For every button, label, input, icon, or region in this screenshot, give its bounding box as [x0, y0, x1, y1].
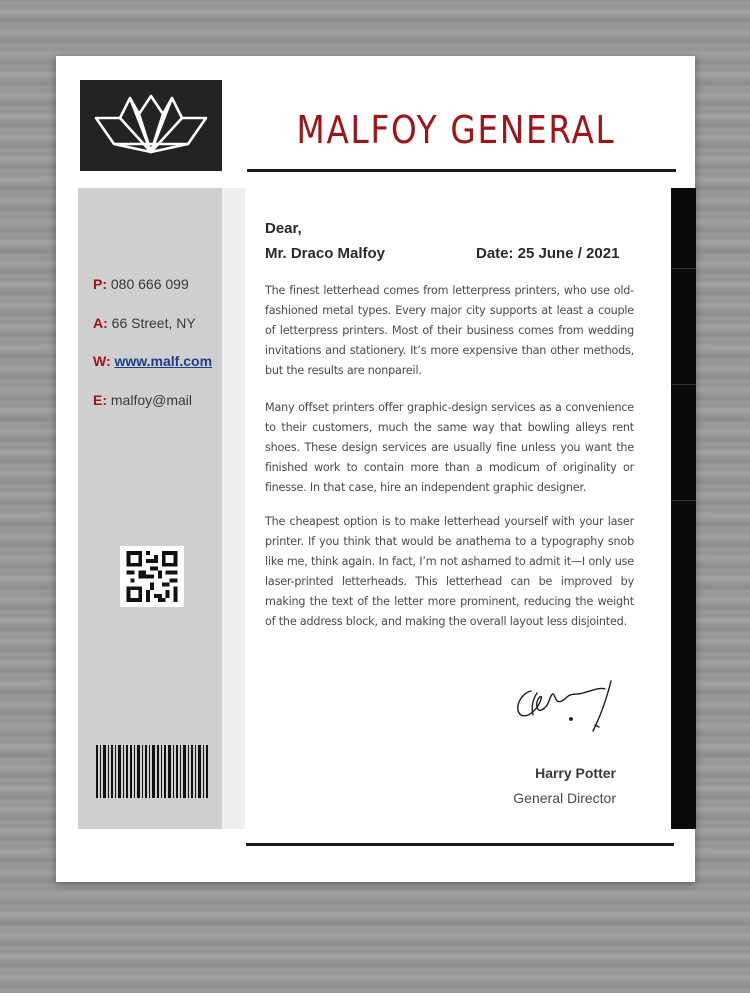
web-label: W:	[93, 353, 111, 369]
right-accent-bar	[671, 188, 696, 829]
letterhead-page	[56, 56, 695, 882]
contact-phone	[93, 276, 189, 292]
letter-date: Date: 25 June / 2021	[476, 245, 620, 262]
bottom-divider	[246, 843, 674, 846]
body-paragraph: The finest letterhead comes from letterpress printers, who use old-fashioned metal types. Every major city supports at least a couple of letterpress printers. Most of their business comes from wedding invitations and stationery. It’s more expensive than other methods, but the results are nonpareil.	[265, 284, 634, 377]
lotus-crown-icon	[92, 88, 210, 162]
web-link[interactable]: www.malf.com	[114, 353, 213, 369]
sidebar-strip	[222, 188, 245, 829]
phone-value: 080 666 099	[110, 276, 189, 292]
signature	[511, 671, 621, 746]
contact-web	[93, 353, 212, 369]
signer-title: General Director	[513, 790, 616, 806]
qr-code	[120, 546, 184, 607]
barcode	[96, 745, 208, 803]
signer-name: Harry Potter	[535, 765, 616, 781]
title-divider	[247, 169, 676, 172]
phone-label: P:	[93, 276, 107, 292]
email-label: E:	[93, 392, 107, 408]
body-paragraph: The cheapest option is to make letterhead yourself with your laser printer. If you think that would be anathema to a typography snob like me, think again. In fact, I’m not ashamed to admit it—I only use laser-printed letterheads. This letterhead can be improved by making the text of the letter more prominent, reducing the weight of the address block, and making the overall layout less disjointed.	[265, 515, 634, 628]
contact-address	[93, 315, 196, 331]
address-value: 66 Street, NY	[111, 315, 196, 331]
body-paragraph: Many offset printers offer graphic-design services as a convenience to their customers, much the same way that bowling alleys rent shoes. These design services are usually fine unless you want the finished work to contain more than a modicum of originality or finesse. In that case, hire an independent graphic designer.	[265, 401, 634, 494]
address-label: A:	[93, 315, 108, 331]
email-value: malfoy@mail	[110, 392, 193, 408]
contact-email	[93, 392, 192, 408]
recipient-name: Mr. Draco Malfoy	[265, 245, 386, 262]
company-name: MALFOY GENERAL	[296, 108, 616, 152]
greeting: Dear,	[265, 220, 302, 237]
logo	[80, 80, 222, 171]
